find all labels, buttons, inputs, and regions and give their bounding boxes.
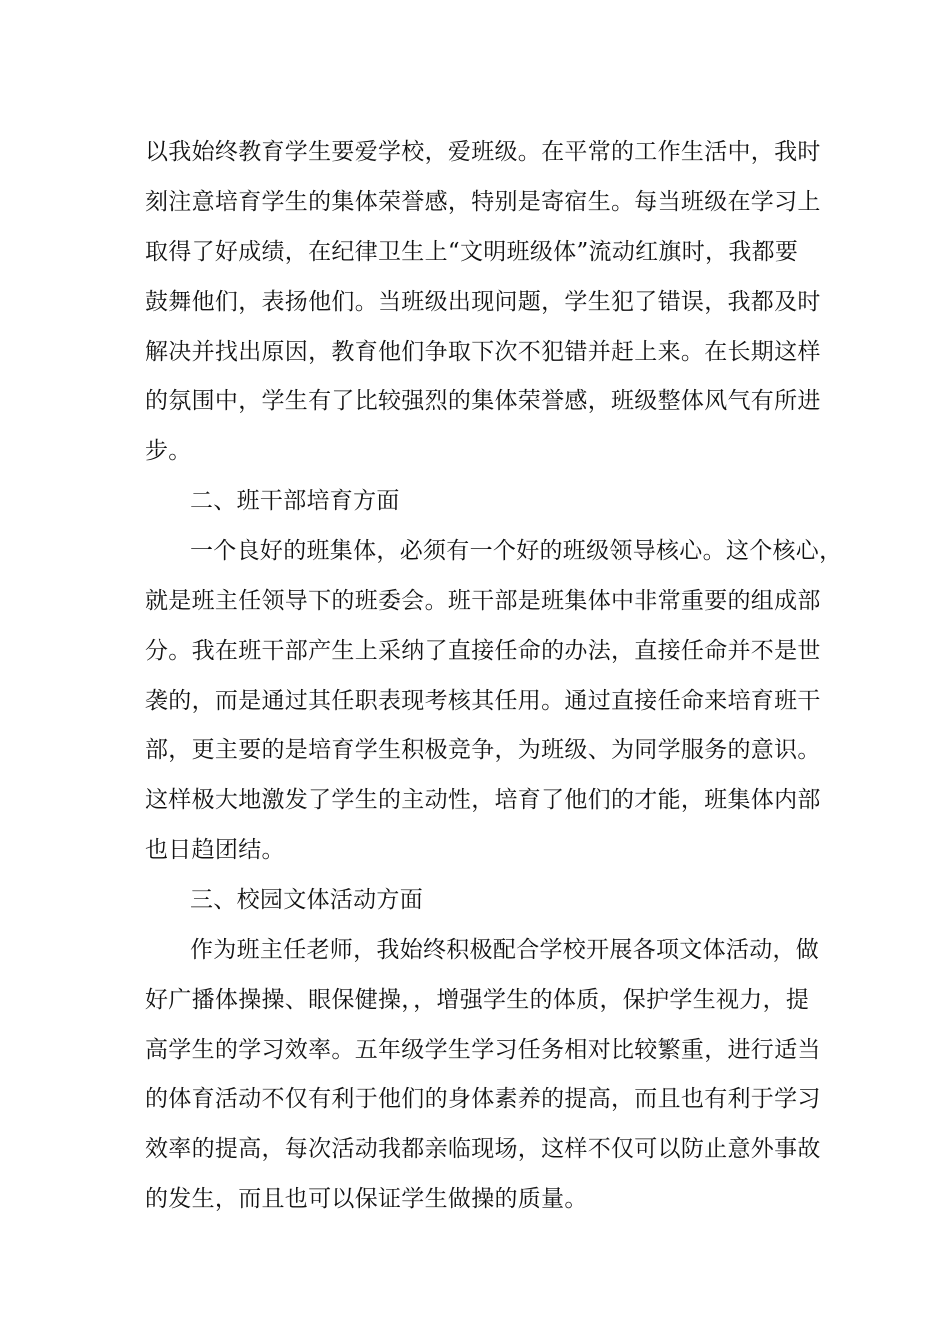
section-heading: 三、校园文体活动方面	[190, 887, 423, 913]
body-line: 也日趋团结。	[145, 837, 285, 863]
body-line: 分。我在班干部产生上采纳了直接任命的办法，直接任命并不是世	[145, 638, 821, 664]
body-line: 解决并找出原因，教育他们争取下次不犯错并赶上来。在长期这样	[145, 339, 821, 365]
section-heading: 二、班干部培育方面	[190, 488, 400, 514]
body-line: 袭的，而是通过其任职表现考核其任用。通过直接任命来培育班干	[145, 688, 821, 714]
body-line: 取得了好成绩，在纪律卫生上“文明班级体”流动红旗时，我都要	[145, 239, 799, 265]
body-line: 步。	[145, 438, 192, 464]
body-line: 效率的提高，每次活动我都亲临现场，这样不仅可以防止意外事故	[145, 1136, 821, 1162]
body-line: 就是班主任领导下的班委会。班干部是班集体中非常重要的组成部	[145, 588, 821, 614]
body-line: 这样极大地激发了学生的主动性，培育了他们的才能，班集体内部	[145, 787, 821, 813]
body-line: 好广播体操操、眼保健操，，增强学生的体质，保护学生视力，提	[145, 987, 810, 1013]
body-line: 以我始终教育学生要爱学校，爱班级。在平常的工作生活中，我时	[145, 139, 821, 165]
body-line: 的发生，而且也可以保证学生做操的质量。	[145, 1186, 588, 1212]
body-line: 的体育活动不仅有利于他们的身体素养的提高，而且也有利于学习	[145, 1086, 821, 1112]
body-line: 作为班主任老师，我始终积极配合学校开展各项文体活动，做	[190, 937, 820, 963]
body-line: 的氛围中，学生有了比较强烈的集体荣誉感，班级整体风气有所进	[145, 388, 821, 414]
body-line: 部，更主要的是培育学生积极竞争，为班级、为同学服务的意识。	[145, 737, 821, 763]
body-line: 鼓舞他们，表扬他们。当班级出现问题，学生犯了错误，我都及时	[145, 289, 821, 315]
body-line: 一个良好的班集体，必须有一个好的班级领导核心。这个核心，	[190, 538, 843, 564]
body-line: 高学生的学习效率。五年级学生学习任务相对比较繁重，进行适当	[145, 1037, 821, 1063]
body-line: 刻注意培育学生的集体荣誉感，特别是寄宿生。每当班级在学习上	[145, 189, 821, 215]
